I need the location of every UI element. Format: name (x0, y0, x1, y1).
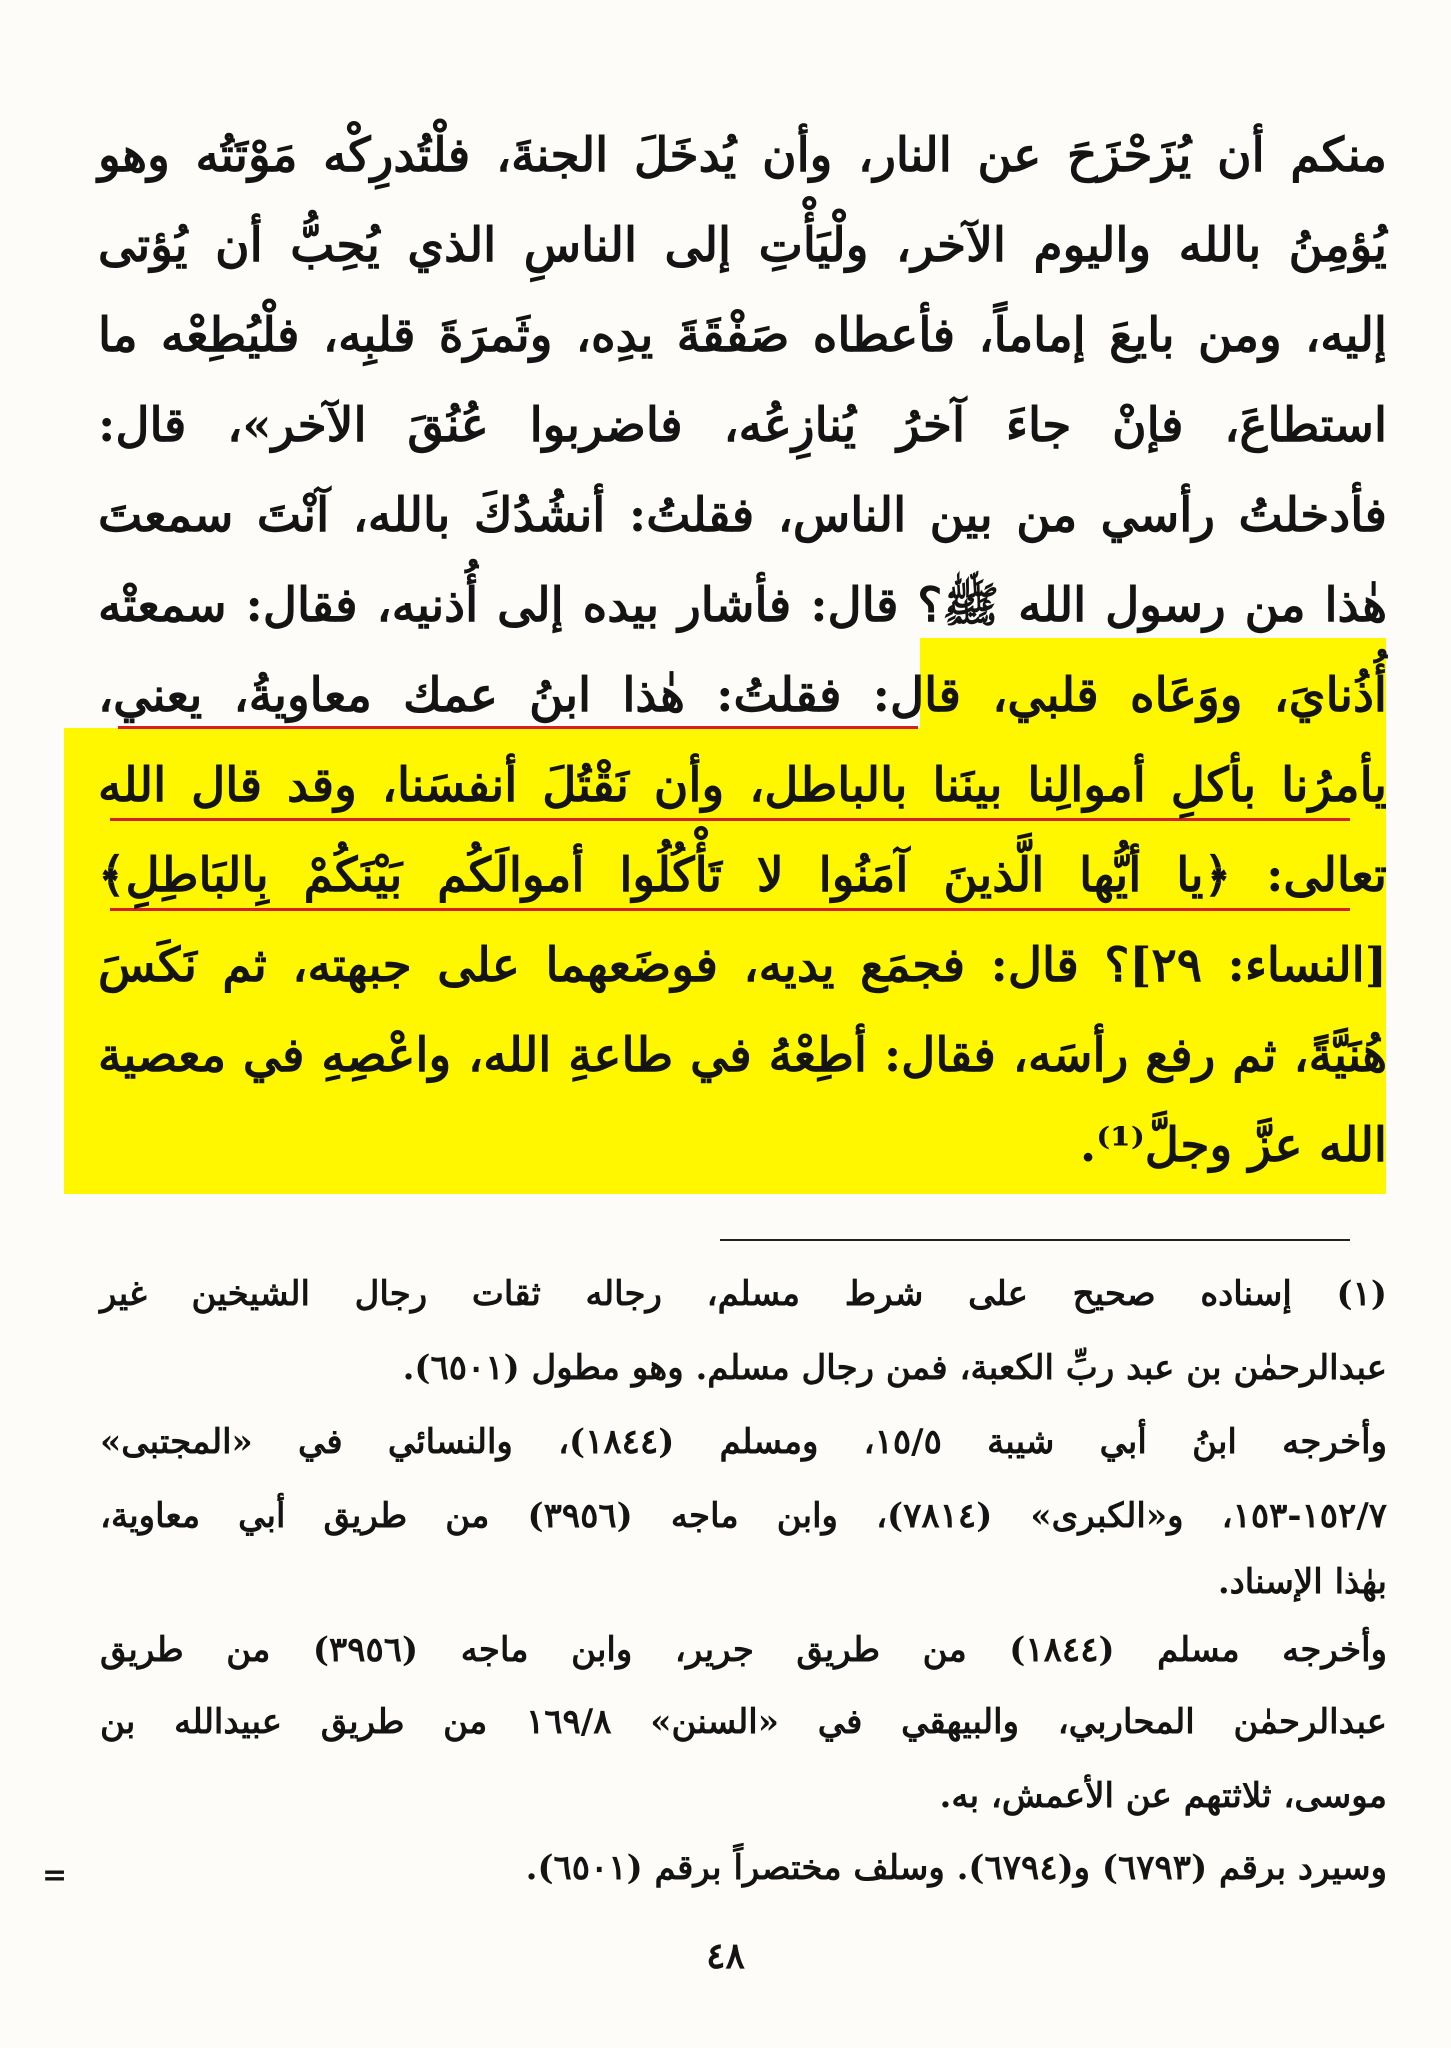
footnote-line: وسيرد برقم (٦٧٩٣) و(٦٧٩٤). وسلف مختصراً برقم (٦٥٠١). (525, 1848, 1387, 1888)
margin-mark: = (42, 1858, 68, 1893)
red-underline-3 (110, 908, 1350, 911)
footnote-line: عبدالرحمٰن بن عبد ربِّ الكعبة، فمن رجال مسلم. وهو مطول (٦٥٠١). (402, 1348, 1387, 1388)
main-text-line: الله عزَّ وجلَّ⁽¹⁾. (1079, 1118, 1387, 1173)
footnote-line: موسى، ثلاثتهم عن الأعمش، به. (939, 1776, 1387, 1816)
footnote-line: وأخرجه ابنُ أبي شيبة ١٥/٥، ومسلم (١٨٤٤)، والنسائي في «المجتبى» (100, 1422, 1387, 1462)
page-number: ٤٨ (706, 1935, 745, 1977)
main-text-line: استطاعَ، فإنْ جاءَ آخرُ يُنازِعُه، فاضربوا عُنُقَ الآخر»، قال: (98, 398, 1387, 453)
main-text-line: فأدخلتُ رأسي من بين الناس، فقلتُ: أنشُدُكَ بالله، آنْتَ سمعتَ (98, 488, 1387, 543)
footnote-line: (١) إسناده صحيح على شرط مسلم، رجاله ثقات رجال الشيخين غير (100, 1274, 1387, 1314)
main-text-line: إليه، ومن بايعَ إماماً، فأعطاه صَفْقَةَ يدِه، وثَمرَةَ قلبِه، فلْيُطِعْه ما (98, 308, 1387, 363)
main-text-line: [النساء: ٢٩]؟ قال: فجمَع يديه، فوضَعهما على جبهته، ثم نَكَسَ (98, 938, 1387, 993)
main-text-line: يأمرُنا بأكلِ أموالِنا بينَنا بالباطل، وأن نَقْتُلَ أنفسَنا، وقد قال الله (98, 758, 1387, 813)
main-text-line: أُذُنايَ، ووَعَاه قلبي، قال: فقلتُ: هٰذا ابنُ عمك معاويةُ، يعني، (98, 668, 1387, 723)
main-text-line: هُنَيَّةً، ثم رفع رأسَه، فقال: أطِعْهُ في طاعةِ الله، واعْصِهِ في معصية (98, 1028, 1387, 1083)
footnote-line: وأخرجه مسلم (١٨٤٤) من طريق جرير، وابن ماجه (٣٩٥٦) من طريق (100, 1630, 1388, 1670)
main-text-line: يُؤمِنُ بالله واليوم الآخر، ولْيَأْتِ إلى الناسِ الذي يُحِبُّ أن يُؤتى (98, 218, 1387, 273)
main-text-line: منكم أن يُزَحْزَحَ عن النار، وأن يُدخَلَ الجنةَ، فلْتُدرِكْه مَوْتَتُه وهو (98, 128, 1387, 183)
main-text-line: تعالى: ﴿يا أيُّها الَّذينَ آمَنُوا لا تَأْكُلُوا أموالَكُم بَيْنَكُمْ بِالبَاطِلِ﴾ (98, 848, 1387, 903)
red-underline-2 (110, 818, 1350, 821)
main-text-line: هٰذا من رسول الله ﷺ؟ قال: فأشار بيده إلى أُذنيه، فقال: سمعتْه (98, 578, 1387, 633)
footnote-separator (720, 1239, 1350, 1241)
red-underline-1 (118, 726, 918, 729)
footnote-line: ١٥٢/٧-١٥٣، و«الكبرى» (٧٨١٤)، وابن ماجه (٣٩٥٦) من طريق أبي معاوية، (100, 1496, 1387, 1536)
footnote-line: عبدالرحمٰن المحاربي، والبيهقي في «السنن» ١٦٩/٨ من طريق عبيدالله بن (100, 1702, 1387, 1742)
footnote-line: بهٰذا الإسناد. (1217, 1562, 1387, 1602)
